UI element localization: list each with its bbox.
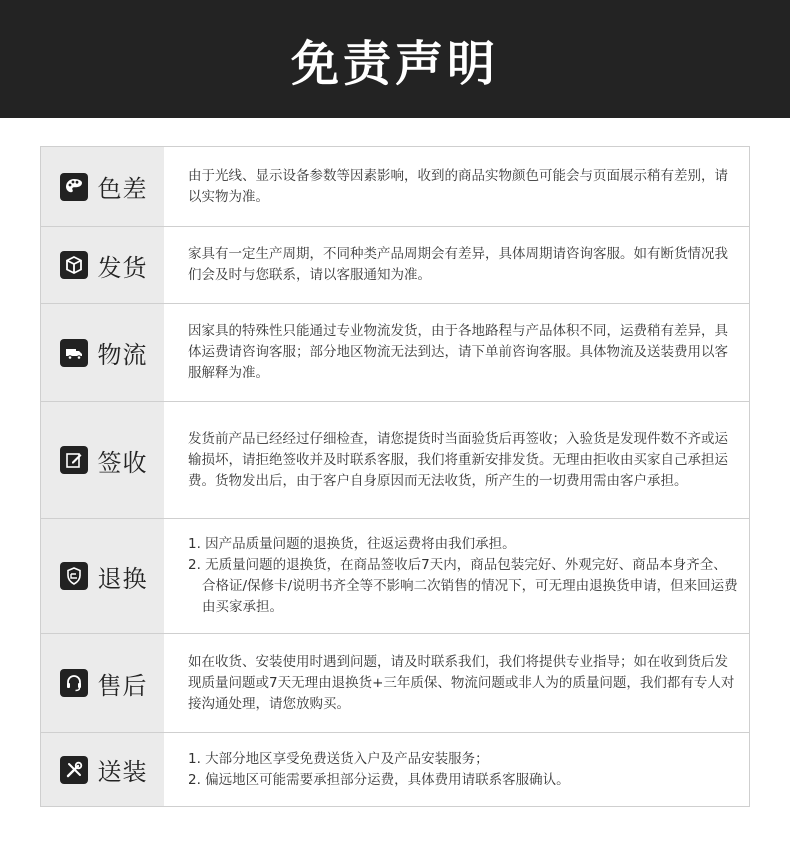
row-label: 退换 xyxy=(97,564,148,593)
row-content: 发货前产品已经经过仔细检查，请您提货时当面验货后再签收；入验货是发现件数不齐或运输损坏，请拒绝签收并及时联系客服，我们将重新安排发货。无理由拒收由买家自己承担运费。货物发出后，由于客户自身原因而无法收货，所产生的一切费用需由客户承担。 xyxy=(188,430,728,489)
return-shield-icon xyxy=(60,562,88,590)
box-icon xyxy=(60,251,88,279)
row-label: 售后 xyxy=(97,671,148,700)
row-label: 物流 xyxy=(97,341,148,369)
truck-icon xyxy=(60,339,88,367)
row-label: 发货 xyxy=(97,253,148,282)
row-logistics xyxy=(41,303,749,401)
row-label-cell xyxy=(41,227,164,303)
row-label-cell xyxy=(41,519,164,633)
headset-icon xyxy=(60,669,88,697)
row-label-cell xyxy=(41,147,164,226)
row-content xyxy=(164,733,749,806)
row-content: 如在收货、安装使用时遇到问题，请及时联系我们，我们将提供专业指导；如在收到货后发现质量问题或7天无理由退换货+三年质保、物流问题或非人为的质量问题，我们都有专人对接沟通处理，请您放购买。 xyxy=(188,653,735,712)
list-item: 1. 因产品质量问题的退换货，往返运费将由我们承担。 xyxy=(188,536,516,552)
row-delivery-installation xyxy=(41,732,749,806)
palette-icon xyxy=(60,173,88,201)
tools-icon xyxy=(60,756,88,784)
list-item: 2. 偏远地区可能需要承担部分运费，具体费用请联系客服确认。 xyxy=(188,771,570,788)
row-label: 色差 xyxy=(97,175,148,203)
row-label: 签收 xyxy=(97,448,148,477)
row-label-cell xyxy=(41,304,164,401)
disclaimer-table xyxy=(40,146,750,807)
list-item: 1. 大部分地区享受免费送货入户及产品安装服务； xyxy=(188,750,489,767)
edit-icon xyxy=(60,446,88,474)
row-label: 送装 xyxy=(97,758,148,786)
row-shipping xyxy=(41,226,749,303)
row-label-cell xyxy=(41,733,164,806)
row-color-difference xyxy=(41,147,749,226)
list-item: 2. 无质量问题的退换货，在商品签收后7天内，商品包装完好、外观完好、商品本身齐全、合格证/保修卡/说明书齐全等不影响二次销售的情况下，可无理由退换货申请，但来回运费由买家承担。 xyxy=(188,557,738,615)
row-content xyxy=(164,519,749,633)
row-label-cell xyxy=(41,634,164,732)
row-content: 由于光线、显示设备参数等因素影响，收到的商品实物颜色可能会与页面展示稍有差别，请以实物为准。 xyxy=(188,167,728,205)
delivery-list xyxy=(188,749,570,791)
header-banner xyxy=(0,0,790,118)
row-label-cell xyxy=(41,402,164,518)
page-title: 免责声明 xyxy=(290,35,499,92)
row-content: 因家具的特殊性只能通过专业物流发货，由于各地路程与产品体积不同，运费稍有差异，具体运费请咨询客服；部分地区物流无法到达，请下单前咨询客服。具体物流及送装费用以客服解释为准。 xyxy=(188,323,728,381)
returns-list xyxy=(188,534,739,618)
row-returns xyxy=(41,518,749,633)
row-after-sales xyxy=(41,633,749,732)
row-sign-receipt xyxy=(41,401,749,518)
row-content: 家具有一定生产周期，不同种类产品周期会有差异，具体周期请咨询客服。如有断货情况我们会及时与您联系，请以客服通知为准。 xyxy=(188,246,728,283)
